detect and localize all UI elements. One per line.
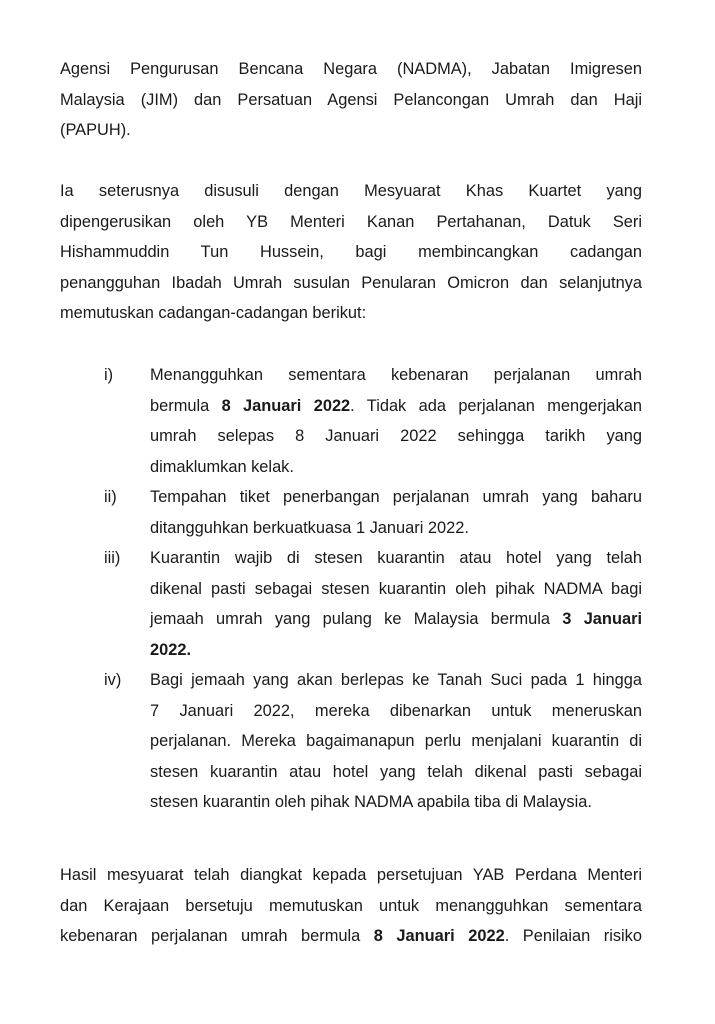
text-line: Tempahan tiket penerbangan perjalanan umrah yang baharu <box>150 488 642 506</box>
text-line: Kuarantin wajib di stesen kuarantin atau hotel yang telah <box>150 549 642 567</box>
text-line: dan Kerajaan bersetuju memutuskan untuk menangguhkan sementara <box>60 896 642 915</box>
text-line: penangguhan Ibadah Umrah susulan Penularan Omicron dan selanjutnya <box>60 273 642 292</box>
text-line: 7 Januari 2022, mereka dibenarkan untuk meneruskan <box>150 701 642 720</box>
text-run: jemaah umrah yang pulang ke Malaysia bermula <box>150 610 563 628</box>
list-number: iii) <box>104 549 121 567</box>
text-line <box>150 635 642 666</box>
bold-date: 2022. <box>150 640 192 659</box>
list-item-text <box>150 543 642 665</box>
text-line: ditangguhkan berkuatkuasa 1 Januari 2022. <box>150 518 469 537</box>
text-line: dikenal pasti sebagai stesen kuarantin oleh pihak NADMA bagi <box>150 579 642 598</box>
text-line: Bagi jemaah yang akan berlepas ke Tanah Suci pada 1 hingga <box>150 671 642 689</box>
bold-date: 8 Januari 2022 <box>373 927 505 945</box>
text-run: . Penilaian risiko <box>504 927 642 945</box>
list-number: i) <box>104 366 114 384</box>
text-run: . Tidak ada perjalanan mengerjakan <box>350 396 642 415</box>
list-item-text <box>150 482 642 543</box>
paragraph-meeting <box>60 176 642 329</box>
text-line: Malaysia (JIM) dan Persatuan Agensi Pelancongan Umrah dan Haji <box>60 90 642 109</box>
text-line: umrah selepas 8 Januari 2022 sehingga tarikh yang <box>150 427 642 445</box>
text-run: bermula <box>150 396 222 415</box>
text-line: stesen kuarantin atau hotel yang telah dikenal pasti sebagai <box>150 762 642 781</box>
text-line <box>150 391 642 422</box>
text-line: perjalanan. Mereka bagaimanapun perlu menjalani kuarantin di <box>150 732 642 750</box>
text-line: Menangguhkan sementara kebenaran perjalanan umrah <box>150 366 642 384</box>
list-number: ii) <box>104 488 117 506</box>
list-number: iv) <box>104 671 122 689</box>
text-line: Hasil mesyuarat telah diangkat kepada persetujuan YAB Perdana Menteri <box>60 866 642 884</box>
text-line: dipengerusikan oleh YB Menteri Kanan Pertahanan, Datuk Seri <box>60 212 642 231</box>
text-line <box>150 604 642 635</box>
paragraph-agencies <box>60 54 642 146</box>
text-line: (PAPUH). <box>60 121 131 139</box>
bold-date: 8 Januari 2022 <box>221 396 351 415</box>
list-item-text <box>150 360 642 482</box>
text-line: Agensi Pengurusan Bencana Negara (NADMA), Jabatan Imigresen <box>60 60 642 78</box>
text-line: dimaklumkan kelak. <box>150 457 294 476</box>
text-line <box>60 921 642 952</box>
text-line: stesen kuarantin oleh pihak NADMA apabila tiba di Malaysia. <box>150 793 592 811</box>
list-item-text <box>150 665 642 818</box>
paragraph-result <box>60 860 642 952</box>
bold-date: 3 Januari <box>562 610 642 628</box>
text-line: memutuskan cadangan-cadangan berikut: <box>60 304 367 322</box>
text-line: Ia seterusnya disusuli dengan Mesyuarat Khas Kuartet yang <box>60 182 642 200</box>
text-line: Hishammuddin Tun Hussein, bagi membincangkan cadangan <box>60 243 642 261</box>
text-run: kebenaran perjalanan umrah bermula <box>60 927 374 945</box>
